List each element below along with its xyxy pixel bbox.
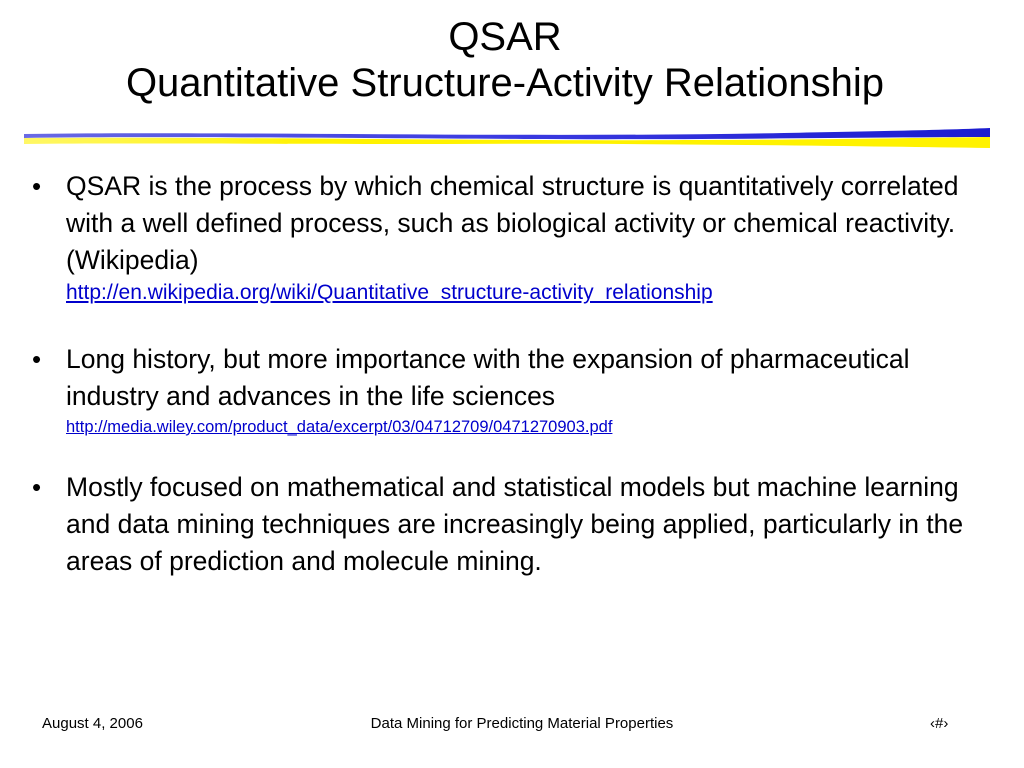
title-line-1: QSAR bbox=[448, 15, 562, 59]
bullet-text: Mostly focused on mathematical and statistical models but machine learning and data mining techniques are increasingly being applied, particularly in the areas of prediction and molecule mining. bbox=[66, 472, 964, 576]
bullet-text: Long history, but more importance with the expansion of pharmaceutical industry and advances in the life sciences bbox=[66, 344, 910, 411]
wikipedia-link[interactable]: http://en.wikipedia.org/wiki/Quantitative_structure-activity_relationship bbox=[66, 281, 713, 304]
bullet-item bbox=[0, 341, 1024, 439]
bullet-item bbox=[0, 469, 1024, 580]
bullet-dot: • bbox=[32, 344, 42, 374]
bullet-dot: • bbox=[32, 472, 42, 502]
bullet-item bbox=[0, 168, 1024, 307]
wiley-pdf-link[interactable]: http://media.wiley.com/product_data/excerpt/03/04712709/0471270903.pdf bbox=[66, 418, 613, 436]
bullet-list bbox=[0, 168, 1024, 580]
title-line-2: Quantitative Structure-Activity Relationship bbox=[125, 61, 885, 105]
footer-slide-number: ‹#› bbox=[930, 715, 949, 732]
footer-date: August 4, 2006 bbox=[42, 715, 143, 732]
bullet-text: QSAR is the process by which chemical structure is quantitatively correlated with a well defined process, such as biological activity or chemical reactivity. (Wikipedia) bbox=[66, 171, 959, 275]
footer-title: Data Mining for Predicting Material Properties bbox=[370, 715, 674, 732]
slide-title bbox=[0, 14, 1010, 106]
title-decorative-rule bbox=[24, 128, 990, 148]
bullet-dot: • bbox=[32, 171, 42, 201]
